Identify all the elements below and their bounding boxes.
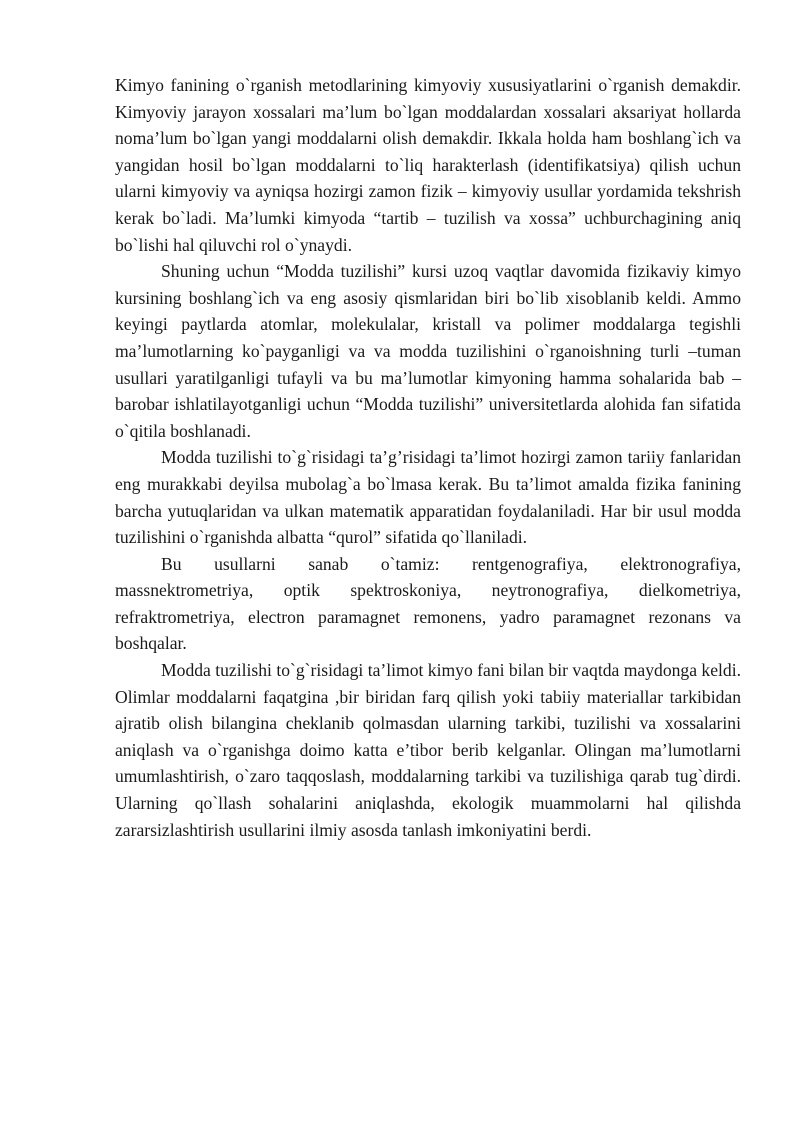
document-page	[115, 72, 741, 843]
paragraph-methods-list: Bu usullarni sanab o`tamiz: rentgenografiya, elektronografiya, massnektrometriya, optik spektroskoniya, neytronografiya, dielkometriya, refraktrometriya, electron paramagnet remonens, yadro paramagnet rezonans va boshqalar.	[115, 553, 741, 654]
paragraph-intro: Kimyo fanining o`rganish metodlarining kimyoviy xususiyatlarini o`rganish demakdir. Kimyoviy jarayon xossalari ma’lum bo`lgan moddalardan xossalari aksariyat hollarda noma’lum bo`lgan yangi moddalarni olish demakdir. Ikkala holda ham boshlang`ich va yangidan hosil bo`lgan moddalarni to`liq harakterlash (identifikatsiya) qilish uchun ularni kimyoviy va ayniqsa hozirgi zamon fizik – kimyoviy usullar yordamida tekshrish kerak bo`ladi. Ma’lumki kimyoda “tartib – tuzilish va xossa” uchburchagining aniq bo`lishi hal qiluvchi rol o`ynaydi.	[115, 75, 741, 255]
paragraph-structure-theory: Modda tuzilishi to`g`risidagi ta’g’risidagi ta’limot hozirgi zamon tariiy fanlaridan eng murakkabi deyilsa mubolag`a bo`lmasa kerak. Bu ta’limot amalda fizika fanining barcha yutuqlaridan va ulkan matematik apparatidan foydalaniladi. Har bir usul modda tuzilishini o`rganishda albatta “qurol” sifatida qo`llaniladi.	[115, 447, 741, 548]
paragraph-history-conclusion: Modda tuzilishi to`g`risidagi ta’limot kimyo fani bilan bir vaqtda maydonga keldi. Olimlar moddalarni faqatgina ,bir biridan farq qilish yoki tabiiy materiallar tarkibidan ajratib olish bilangina cheklanib qolmasdan ularning tarkibi, tuzilishi va xossalarini aniqlash va o`rganishga doimo katta e’tibor berib kelganlar. Olingan ma’lumotlarni umumlashtirish, o`zaro taqqoslash, moddalarning tarkibi va tuzilishiga qarab tug`dirdi. Ularning qo`llash sohalarini aniqlashda, ekologik muammolarni hal qilishda zararsizlashtirish usullarini ilmiy asosda tanlash imkoniyatini berdi.	[115, 660, 741, 840]
paragraph-course-history: Shuning uchun “Modda tuzilishi” kursi uzoq vaqtlar davomida fizikaviy kimyo kursining boshlang`ich va eng asosiy qismlaridan biri bo`lib xisoblanib keldi. Ammo keyingi paytlarda atomlar, molekulalar, kristall va polimer moddalarga tegishli ma’lumotlarning ko`payganligi va va modda tuzilishini o`rganoishning turli –tuman usullari yaratilganligi tufayli va bu ma’lumotlar kimyoning hamma sohalarida bab –barobar ishlatilayotganligi uchun “Modda tuzilishi” universitetlarda alohida fan sifatida o`qitila boshlanadi.	[115, 261, 741, 441]
